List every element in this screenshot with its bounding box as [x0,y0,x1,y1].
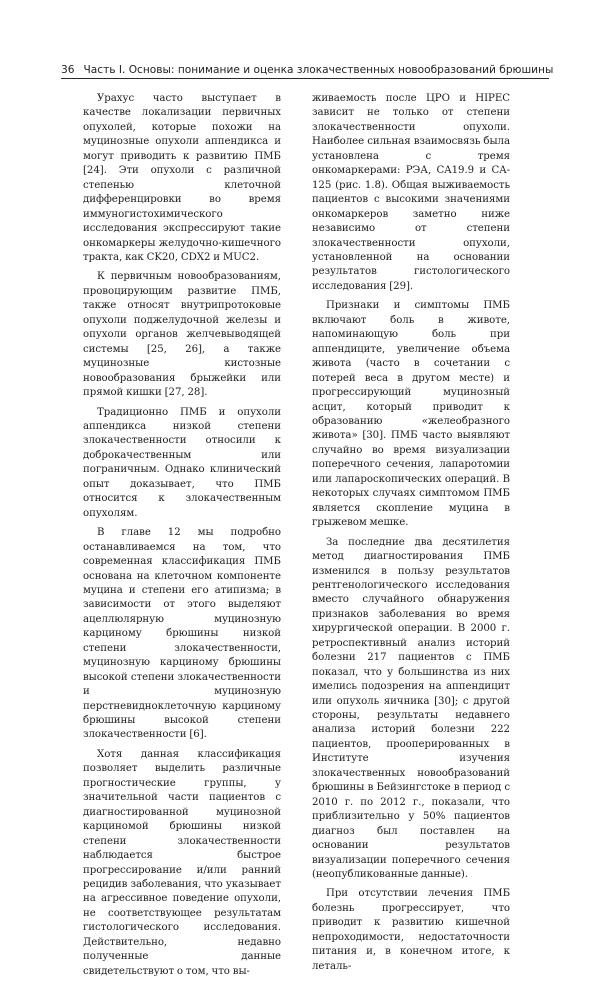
paragraph: За последние два десятилетия метод диагностирования ПМБ изменился в пользу результатов рентгенологического исследования вместо случайного обнаружения признаков заболевания во время хирургической операции. В 2000 г. ретроспективный анализ историй болезни 217 пациентов с ПМБ показал, что у большинства из них имелись подозрения на аппендицит или опухоль яичника [30]; с другой стороны, результаты недавнего анализа историй болезни 222 пациентов, прооперированных в Институте изучения злокачественных новообразований брюшины в Бейзингстоке в период с 2010 г. по 2012 г., показали, что приблизительно у 50% пациентов диагноз был поставлен на основании результатов визуализации поперечного сечения (неопубликованные данные). [312,536,510,881]
paragraph: Признаки и симптомы ПМБ включают боль в животе, напоминающую боль при аппендиците, увеличение объема живота (часто в сочетании с потерей веса в другом месте) и прогрессирующий муцинозный асцит, который приводит к образованию «желеобразного живота» [30]. ПМБ часто выявляют случайно во время визуализации поперечного сечения, лапаротомии или лапароскопических операций. В некоторых случаях симптомом ПМБ является скопление муцина в грыжевом мешке. [312,300,510,529]
right-column [312,92,510,979]
paragraph: Традиционно ПМБ и опухоли аппендикса низкой степени злокачественности относили к доброкачественным или пограничным. Однако клинический опыт доказывает, что ПМБ относится к злокачественным опухолям. [83,406,281,519]
paragraph: Урахус часто выступает в качестве локализации первичных опухолей, которые похожи на муцинозные опухоли аппендикса и могут приводить к развитию ПМБ [24]. Эти опухоли с различной степенью клеточной дифференцировки во время иммуногистохимического исследования экспрессируют такие онкомаркеры желудочно-кишечного тракта, как CK20, CDX2 и MUC2. [83,93,281,263]
header-rule [61,78,549,79]
running-title: Часть I. Основы: понимание и оценка злокачественных новообразований брюшины [83,64,554,76]
paragraph: В главе 12 мы подробно останавливаемся на том, что современная классификация ПМБ основана на клеточном компоненте муцина и степени его атипизма; в зависимости от этого выделяют ацеллюлярную муцинозную карциному брюшины низкой степени злокачественности, муцинозную карциному брюшины высокой степени злокачественности и муцинозную перстневидноклеточную карциному брюшины высокой степени злокачественности [6]. [83,527,281,741]
paragraph: К первичным новообразованиям, провоцирующим развитие ПМБ, также относят внутрипротоковые опухоли поджелудочной железы и опухоли органов желчевыводящей системы [25, 26], а также муцинозные кистозные новообразования брыжейки или прямой кишки [27, 28]. [83,271,281,399]
left-column [83,92,281,984]
paragraph: Хотя данная классификация позволяет выделить различные прогностические группы, у значительной части пациентов с диагностированной муцинозной карциномой брюшины низкой степени злокачественности наблюдается быстрое прогрессирование и/или ранний рецидив заболевания, что указывает на агрессивное поведение опухоли, не соответствующее результатам гистологического исследования. Действительно, недавно полученные данные свидетельствуют о том, что вы- [83,748,281,977]
paragraph: При отсутствии лечения ПМБ болезнь прогрессирует, что приводит к развитию кишечной непроходимости, недостаточности питания и, в конечном итоге, к леталь- [312,888,510,972]
running-header [61,52,554,76]
paragraph-continued: живаемость после ЦРО и HIPEC зависит не только от степени злокачественности опухоли. Наиболее сильная взаимосвязь была установлена с тремя онкомаркерами: РЭА, CA19.9 и CA-125 (рис. 1.8). Общая выживаемость пациентов с высокими значениями онкомаркеров заметно ниже независимо от степени злокачественности опухоли, установленной на основании результатов гистологического исследования [29]. [312,93,510,292]
page-number: 36 [61,64,75,76]
